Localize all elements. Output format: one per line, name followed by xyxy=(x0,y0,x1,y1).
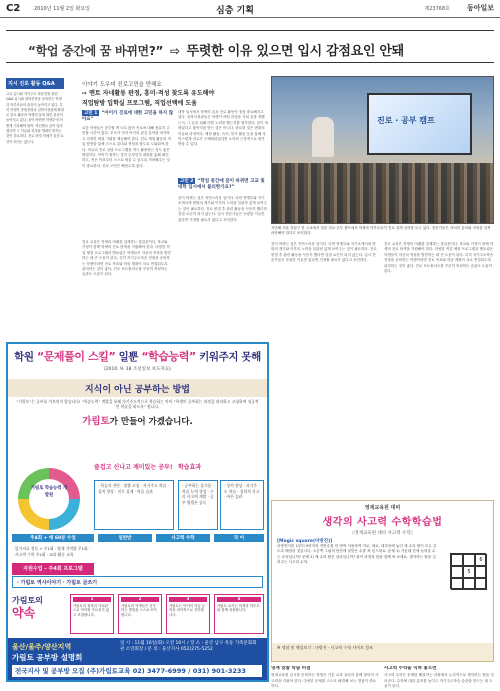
col1-body: 요즘 학생들은 공부할 게 너무 많아 진로에 대해 충분히 고민할 시간이 없다. 부모가 먼저 아이의 관심 분야를 파악하고 다양한 체험 기회를 제공해야 한다. 진로 체험 활동과 직업 탐방을 통해 스스로 흥미와 적성을 찾도록 도와줘야 한다. 학교의 진로 상담 프로그램을 적극 활용하는 것도 좋은 방법이다. 아이가 원하는 것이 무엇인지 대화를 통해 확인하고, 작은 목표부터 스스로 세울 수 있도록 격려해주는 것이 중요하다. 진로 고민은 빠를수록 좋다. xyxy=(82,126,171,168)
headline xyxy=(28,40,488,59)
news-photo xyxy=(271,76,494,224)
col2-question xyxy=(178,178,268,190)
grid-cell[interactable] xyxy=(451,566,463,578)
col2-body: 대학 입시에서 학생의 꿈과 진로 활동이 점점 중요해지고 있다. 입학사정관들은 학생이 어떤 과정을 거쳐 꿈을 정했는지, 그 꿈을 위해 어떤 노력을 했는지를 평가한다. 꿈이 바뀌었다고 불이익을 받는 것은 아니다. 중요한 것은 변화의 이유와 과정이다. 체험 활동, 독서, 봉사 활동 등을 통해 자연스럽게 진로가 구체화되었다면 오히려 긍정적으로 평가받을 수 있다. xyxy=(178,110,268,147)
ad-brand-name: 가림토 xyxy=(82,416,110,427)
col2-question-badge: 고민 2 xyxy=(180,179,194,184)
headline-quote: “학업 중간에 꿈 바뀌면?” xyxy=(28,44,164,58)
bottom-article-1-title: 영재 맞춤 학습 비결 xyxy=(271,666,311,671)
ad-region: 울산/울주/양산지역 xyxy=(12,643,72,651)
ad-promise-box-num: 2 xyxy=(121,597,159,602)
ad-title-part: “학습능력” xyxy=(141,350,196,363)
subtitle-2: ⇨ 멘토 자네활동 판정, 흥미·적성 찾도록 유도해야 xyxy=(82,90,215,97)
ad-promise-box-text: 가림토는 아이의 학습 능력을 과학적으로 진단합니다. xyxy=(169,603,205,617)
col2-body-2: 꿈이 바뀌는 것은 자연스러운 일이다. 다만 학생부와 자기소개서에 변화의 계기와 이후의 노력을 일관성 있게 보여주는 것이 필요하다. 진로 변경 후 관련 활동을 꾸준히 했다면 감점 요인이 되지 않는다. 입시 전문가들은 뚜렷한 이유만 있다면 걱정할 필요가 없다고 조언한다. xyxy=(178,196,267,222)
photo-screen xyxy=(367,93,472,155)
math-ad-question-text: 마방진이란 1부터 9까지의 자연수를 한 번씩 사용하여 가로, 세로, 대각선에 놓인 세 수의 합이 모두 같도록 배열한 것입니다. 오른쪽 그림의 빈칸에 알맞은 수를 써 넣으세요. 문제 1) 가운데 칸에 들어갈 수는 무엇입니까? 문제 2) 세 수의 합은 얼마입니까? 풀이 과정과 답을 함께 써 보세요. 생각하는 힘을 길러주는 사고력 수학. xyxy=(277,544,437,564)
subtitle-1: 이야기 도우미 진로고민을 만해요 xyxy=(82,82,162,88)
ad-box-2: · 공부하는 즐거움 · 학습 능력 향상 · 수리 사고력 계발 · 공부 방법론 습득 xyxy=(178,480,218,530)
ad-circle-diagram xyxy=(18,468,80,530)
ad-brand-tagline: 가 만들어 가겠습니다. xyxy=(109,417,193,427)
section-title: 심층 기획 xyxy=(216,6,254,16)
ad-event-title: 가림토 공부방 설명회 xyxy=(12,653,83,662)
ad-bottom-banner xyxy=(8,638,267,680)
math-ad-title xyxy=(272,513,493,528)
ad-bar-2: 일반반 xyxy=(98,534,152,542)
math-ad-kicker: 영재교육원 대비 xyxy=(364,505,401,511)
ad-book-band: · 가림토 역사이야기 · 가림토 글쓰기 xyxy=(12,576,263,588)
ad-schedule: 읽기자료 정독 + 주1회 · 영재 기억법 주1회 · 사고력 수학 주2회 · 교과 활동 교육 xyxy=(12,544,94,562)
grid-cell[interactable] xyxy=(475,578,487,590)
ad-title-part: 키워주지 못해 xyxy=(195,351,261,363)
sidebar-column xyxy=(6,78,64,336)
bottom-article-2 xyxy=(384,666,494,690)
math-ad-body xyxy=(277,539,437,565)
ad-bar-4: 국 어 xyxy=(214,534,264,542)
arrow-icon: ⇨ xyxy=(170,44,180,58)
ad-circle-label: 가림토 학습능력 개발원 xyxy=(29,479,69,519)
ad-promise-box-text: 가림토 교사는 학생과 학부모와 함께 성장합니다. xyxy=(217,603,260,613)
grid-cell[interactable] xyxy=(463,554,475,566)
subtitle-3: 직업탐방 입학실 프로그램, 직업선택에 도움 xyxy=(82,100,197,107)
grid-cell[interactable] xyxy=(475,566,487,578)
ad-promise-box-3 xyxy=(166,594,210,634)
math-ad-title-part: 수학학습법 xyxy=(387,517,443,528)
ad-pink-band: 자원수업 – 주4회 프로그램 xyxy=(12,563,94,575)
ad-box-3: · 성적 향상 · 자기주도 학습 · 창의적 사고 · 바른 습관 xyxy=(220,480,264,530)
ad-phone-line: 전국지사 및 공부방 모집 (주)가림토교육 02) 3477-6999 / 031) 901-3233 xyxy=(12,665,262,677)
ad-title-part: 일뿐 xyxy=(115,351,142,363)
ad-title-area xyxy=(8,344,267,379)
issue-date: 2010년 11월 2일 화요일 xyxy=(34,6,91,12)
ad-promise-box-text: 가림토의 철학과 가치관으로 아이를 가르치지 않고 코칭합니다. xyxy=(73,603,109,617)
ad-title-part: “문제풀이 스킬” xyxy=(36,350,116,363)
ad-event-info: 일 시 : 11월 16일(화) 오전 10시 / 장 소 : 울산 남구 옥동 가족문화회관 소연회장 / 문 의 : 울산지사 052)275-5252 xyxy=(120,641,257,652)
col1-question-text: “아이가 진로에 대한 고민을 하지 않아요” xyxy=(82,111,174,122)
bottom-article-2-title: 사고력 수학을 익혀 놓으면 xyxy=(384,666,437,671)
bottom-article-1 xyxy=(271,666,379,690)
ad-promise-small: 가림토의 xyxy=(12,596,43,605)
math-ad-question-title: [Magic square(마방진)] xyxy=(277,539,333,544)
page-number: C2 xyxy=(6,3,21,14)
headline-bottom-rule xyxy=(6,62,494,63)
ad-promise-box-1 xyxy=(70,594,114,634)
ad-bar-1: 주4회 + 매 60분 수업 xyxy=(12,534,94,542)
col1-question xyxy=(82,110,174,122)
math-ad-footer: ※ 정답 및 해설보기 : 마방진 · 사고력 수학 사이트 참조 xyxy=(272,643,493,661)
right-col-body-2: 진로 교육은 학생의 미래를 설계하는 첫걸음이다. 학교와 가정이 함께 학생의 진로 탐색을 지원해야 한다. 다양한 직업 체험 프로그램과 멘토링은 학생들이 자신의 적성을 발견하는 데 큰 도움이 된다. 특히 자기주도학습 전형을 준비하는 학생이라면 진로 목표와 학습 계획이 서로 연결되도록 관리하는 것이 좋다. 진로 포트폴리오를 꾸준히 작성하는 습관도 도움이 된다. xyxy=(384,242,494,274)
grid-cell[interactable] xyxy=(451,554,463,566)
ad-brandline xyxy=(8,411,267,429)
ad-promise xyxy=(12,594,68,624)
headline-top-rule xyxy=(6,30,494,31)
ad-title xyxy=(8,348,267,364)
col3-body: 진로 교육은 학생의 미래를 설계하는 첫걸음이다. 학교와 가정이 함께 학생의 진로 탐색을 지원해야 한다. 다양한 직업 체험 프로그램과 멘토링은 학생들이 자신의 적성을 발견하는 데 큰 도움이 된다. 특히 자기주도학습 전형을 준비하는 학생이라면 진로 목표와 학습 계획이 서로 연결되도록 관리하는 것이 좋다. 진로 포트폴리오를 꾸준히 작성하는 습관도 도움이 된다. xyxy=(82,240,171,277)
ad-promise-box-num: 3 xyxy=(169,597,207,602)
bottom-article-2-text: 사고력 수학은 문제를 해결하는 과정에서 논리적으로 생각하는 힘을 길러준다. 수학에 대한 흥미를 높이고 자기주도학습 습관을 만드는 데 도움이 된다. xyxy=(384,673,494,688)
ad-description: “가림토”는 공부를 가르치지 않습니다! “학습능력” 개발을 통해 자기주도적으로 학습하는 아이 “학생이 공부하는 과정을 관리하고 코칭하여 성공적인 학습을 하도록” 합니다. xyxy=(16,399,259,409)
ad-title-part: 학원 xyxy=(14,351,37,363)
math-ad-title-part: 생각의 xyxy=(322,517,358,528)
headline-main: 뚜렷한 이유 있으면 입시 감점요인 안돼 xyxy=(186,44,404,59)
newspaper-brand: 동아일보 xyxy=(466,4,494,12)
page-header xyxy=(0,0,500,18)
ad-subtitle: (2010. 9. 18 조선일보 보도자료) xyxy=(104,367,171,372)
col1-question-badge: 고민 1 xyxy=(84,111,98,116)
grid-cell[interactable] xyxy=(451,578,463,590)
sidebar-text: 고교 입시와 자기주도 학습전형 관련 Q&A 입시와 대학진학을 준비하는 학생과 학부모들의 관심이 높아지고 있다. 특히 학생부 종합전형과 입학사정관제 확대로 진로 활동과 학생의 꿈에 대한 관심이 높아지고 있다. 꿈이 바뀌면 학생부에 어떻게 기록해야 할까. 학년별로 꿈이 달라졌다면 그 이유와 과정을 명확히 밝히는 것이 중요하다. 진로 변경 자체가 감점 요인이 되지는 않는다. xyxy=(6,92,64,144)
ad-band: 지식이 아닌 공부하는 방법 xyxy=(8,379,267,397)
col2-question-text: “학업 중간에 꿈이 바뀌면 고교 및 대학 입시에서 불리한가요?” xyxy=(178,179,265,190)
math-advertisement xyxy=(271,500,494,662)
edition-number: 제23768호 xyxy=(424,6,450,12)
grid-cell[interactable] xyxy=(463,578,475,590)
garimto-advertisement xyxy=(6,342,269,682)
bottom-article-1-text: 영재교육원 입시를 준비하는 학생은 기본 교과 실력과 함께 창의적 사고력을 키워야 한다. 다양한 문제를 스스로 해결해 보는 경험이 중요하다. xyxy=(271,673,379,688)
right-col-body-1: 꿈이 바뀌는 것은 자연스러운 일이다. 다만 학생부와 자기소개서에 변화의 계기와 이후의 노력을 일관성 있게 보여주는 것이 필요하다. 진로 변경 후 관련 활동을 꾸준히 했다면 감점 요인이 되지 않는다. 입시 전문가들은 뚜렷한 이유만 있다면 걱정할 필요가 없다고 조언한다. xyxy=(271,242,377,263)
math-ad-subtitle: 《영재교육원 대비 사고력 수학》 xyxy=(349,531,416,536)
photo-audience xyxy=(272,163,493,223)
ad-box-1: · 학습자 진단 · 맞춤 코칭 · 자기주도 학습 · 성적 향상 · 진로 설계 · 학습 습관 xyxy=(94,480,174,530)
photo-screen-text: 진로 · 공부 캠프 xyxy=(377,116,435,125)
photo-caption: 지난해 서울 강남구 한 고교에서 열린 진로·공부 캠프에서 학생과 학부모들이 진로 설계 강의를 듣고 있다. 전문가들은 자녀의 흥미와 적성을 일찍 파악해야 한다고 조언한다. xyxy=(271,226,491,235)
ad-promise-box-4 xyxy=(214,594,264,634)
ad-head-2: 학습효과 xyxy=(178,464,202,471)
ad-promise-box-num: 1 xyxy=(73,597,111,602)
grid-cell[interactable]: 5 xyxy=(463,566,475,578)
photo-speaker-figure xyxy=(312,117,334,157)
math-ad-title-part: 사고력 xyxy=(357,517,388,528)
magic-square-grid xyxy=(450,553,486,589)
ad-promise-box-2 xyxy=(118,594,162,634)
ad-promise-large: 약속 xyxy=(12,606,36,620)
ad-promise-box-num: 4 xyxy=(217,597,261,602)
ad-bar-3: 사고력 수학 xyxy=(156,534,210,542)
sidebar-title: 지시 진로 활동 Q&A xyxy=(6,78,64,89)
grid-cell[interactable]: 6 xyxy=(475,554,487,566)
ad-promise-box-text: 가림토의 학생들은 공부하는 방법을 스스로 터득합니다. xyxy=(121,603,157,617)
ad-head-1: 즐겁고 신나고 재미있는 공부! xyxy=(94,464,173,471)
